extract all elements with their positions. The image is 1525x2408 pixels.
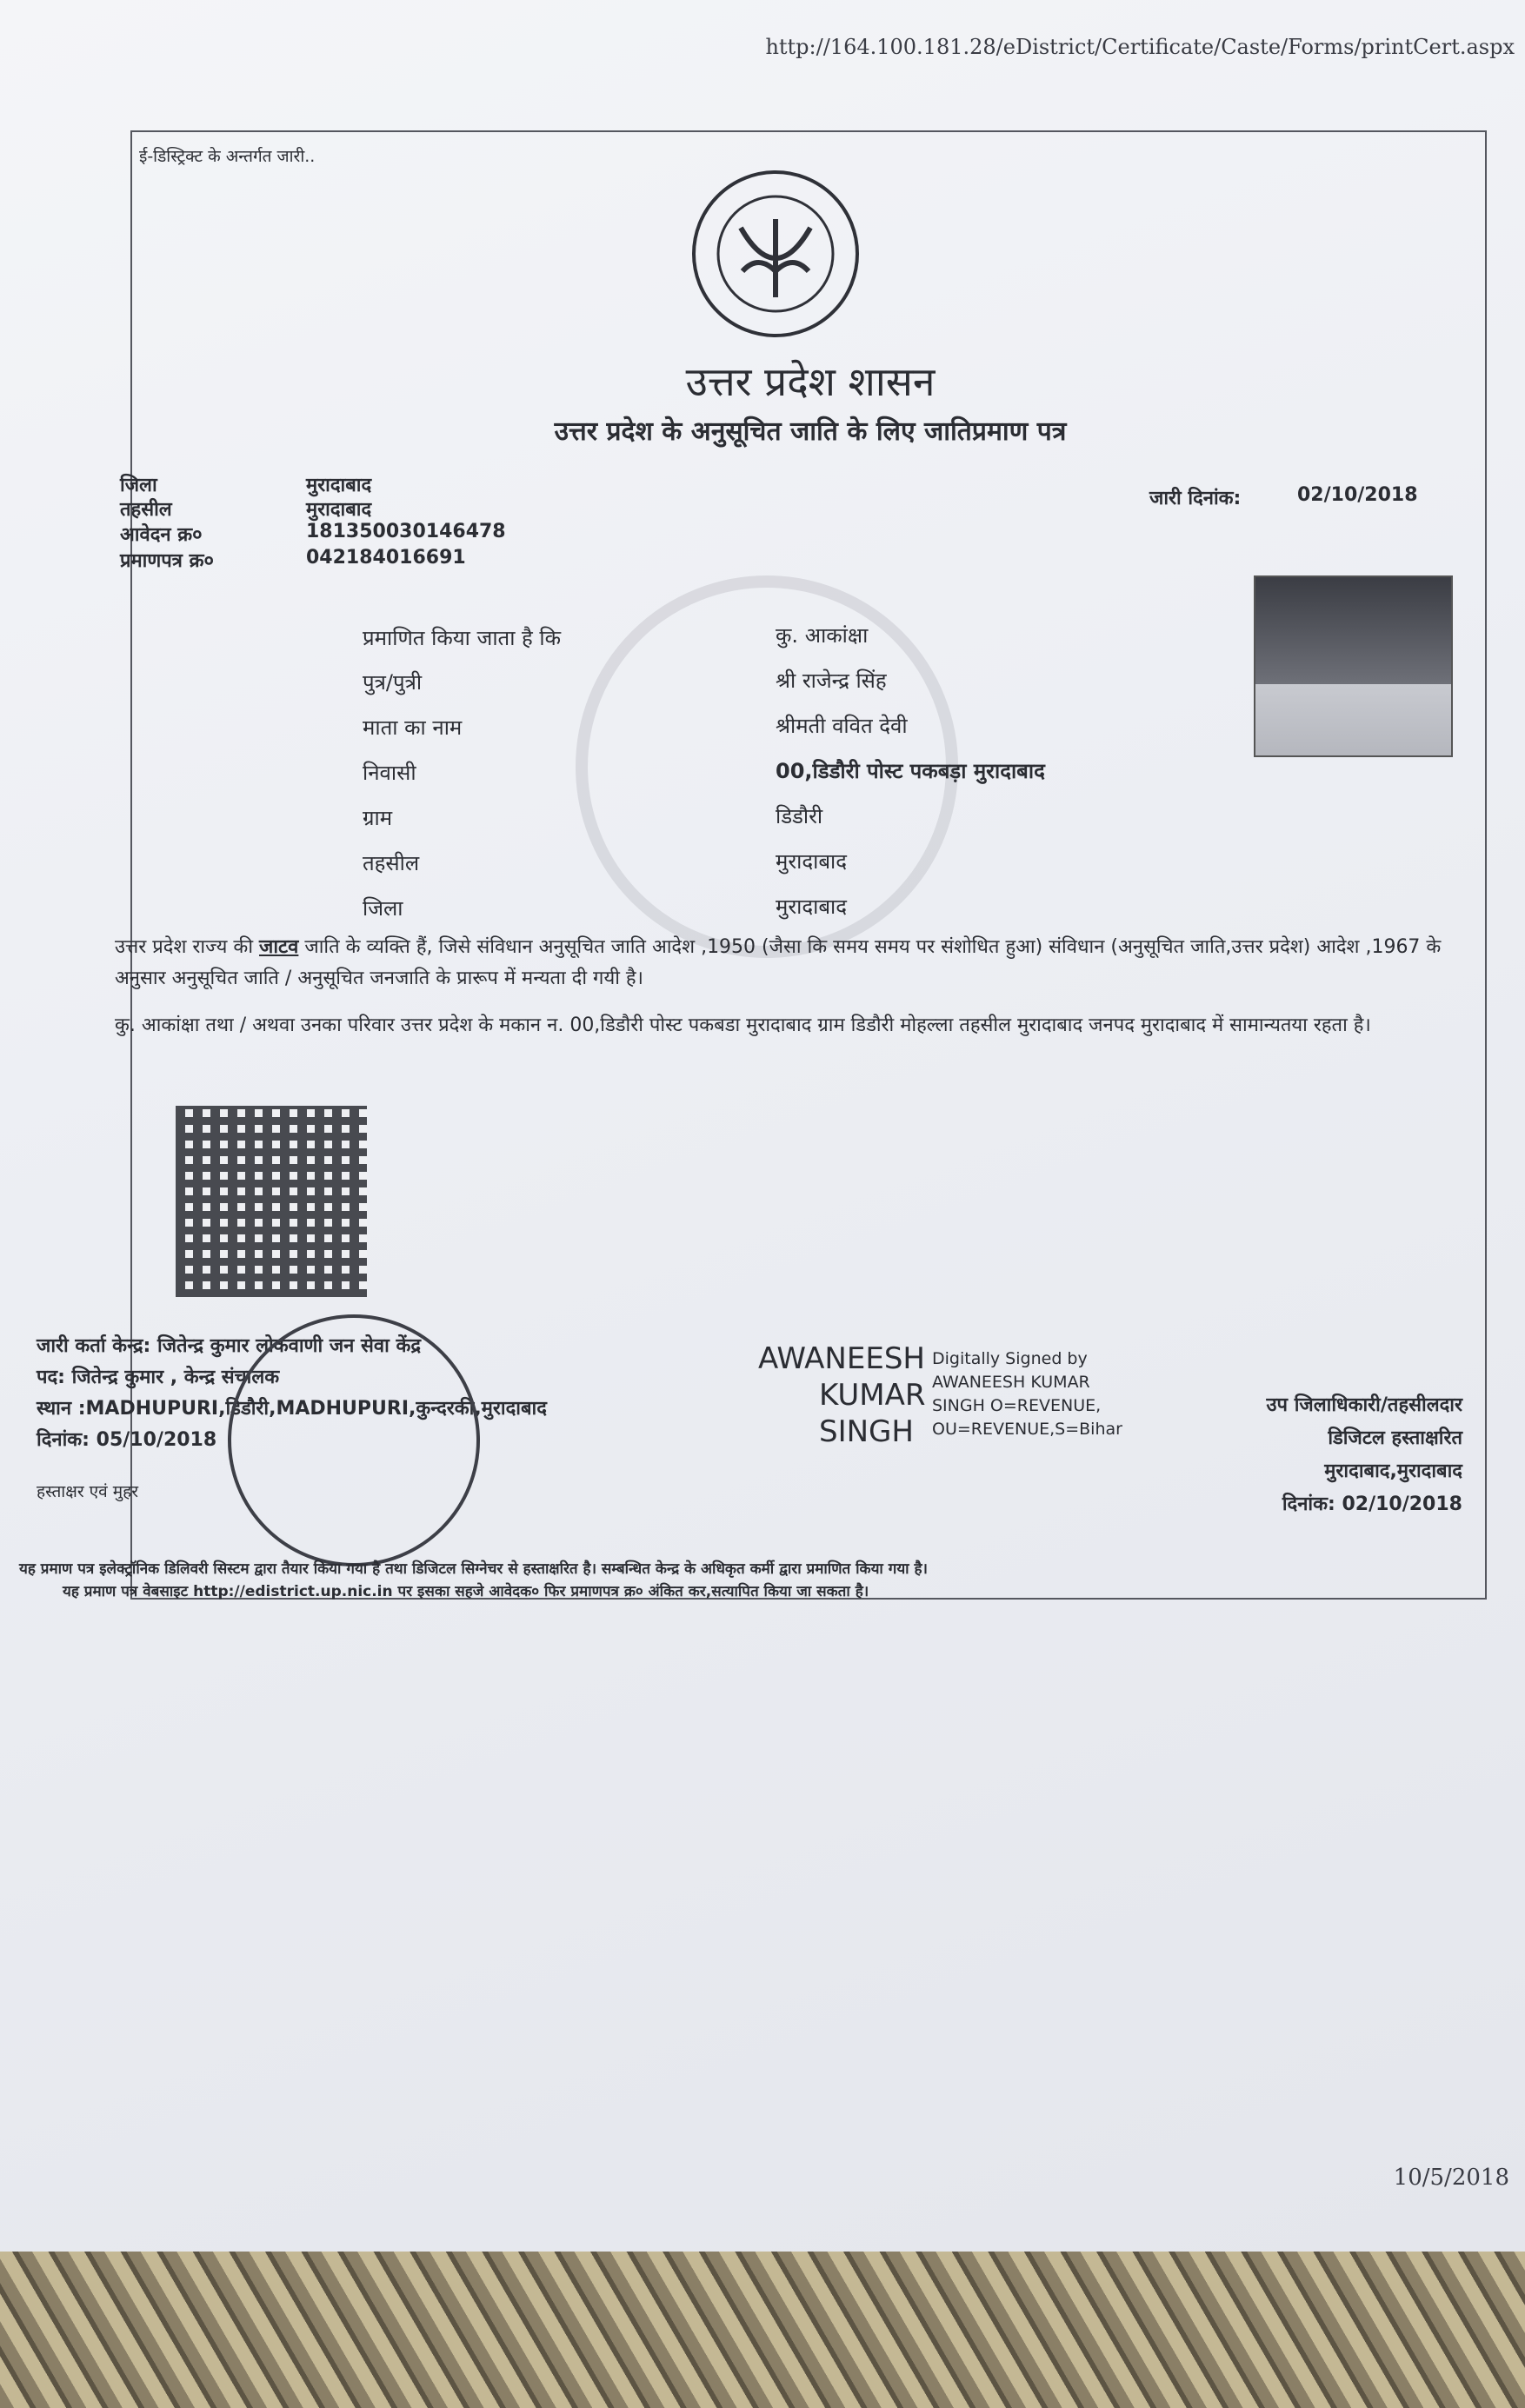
authority-block [1167,1389,1462,1521]
signer-name-line: SINGH [819,1414,914,1449]
authority-location: मुरादाबाद,मुरादाबाद [1324,1460,1462,1482]
authority-date: दिनांक: 02/10/2018 [1282,1493,1462,1515]
application-number: 181350030146478 [306,521,506,542]
issue-date-value: 02/10/2018 [1297,484,1418,506]
field-value: कु. आकांक्षा [776,623,869,648]
browser-url: http://164.100.181.28/eDistrict/Certificate/Caste/Forms/printCert.aspx [765,35,1515,59]
para-rest: जाति के व्यक्ति हैं, जिसे संविधान अनुसूचित जाति आदेश ,1950 (जैसा कि समय समय पर संशोधित हुआ) संविधान (अनुसूचित जाति,उत्तर प्रदेश) आदेश ,1967 के अनुसार अनुसूचित जाति / अनुसूचित जनजाति के प्रारूप में मन्यता दी गयी है। [115,936,1442,989]
district-value: मुरादाबाद [306,475,372,496]
footer-verification: यह प्रमाण पत्र वेबसाइट http://edistrict.up.nic.in पर इसका सहजे आवेदक० फिर प्रमाणपत्र क्र० अंकित कर,सत्यापित किया जा सकता है। [63,1583,869,1600]
page-subtitle: उत्तर प्रदेश के अनुसूचित जाति के लिए जातिप्रमाण पत्र [554,416,1067,447]
certificate-frame [19,130,1487,1600]
certificate-number: 042184016691 [306,547,466,569]
up-emblem-icon [689,167,862,341]
issuer-place: स्थान :MADHUPURI,डिडौरी,MADHUPURI,कुन्दरकी,मुरादाबाद [37,1398,547,1420]
signature-label: हस्ताक्षर एवं मुहर [37,1482,138,1501]
field-label: पुत्र/पुत्री [363,670,423,695]
certificate-label: प्रमाणपत्र क्र० [120,550,214,572]
caste-name: जाटव [259,936,299,958]
issuer-post: पद: जितेन्द्र कुमार , केन्द्र संचालक [37,1367,280,1388]
field-value: मुरादाबाद [776,849,848,874]
field-label: प्रमाणित किया जाता है कि [363,626,562,650]
field-value: श्रीमती ववित देवी [776,714,908,738]
tehsil-label: तहसील [120,499,172,521]
field-value: श्री राजेन्द्र सिंह [776,669,887,693]
field-label: ग्राम [363,806,393,830]
field-label: तहसील [363,851,420,875]
field-value: डिडौरी [776,804,823,828]
qr-code [176,1106,367,1297]
issue-date-label: जारी दिनांक: [1149,488,1242,509]
authority-title: उप जिलाधिकारी/तहसीलदार [1266,1394,1462,1416]
header-note: ई-डिस्ट्रिक्ट के अन्तर्गत जारी.. [139,147,316,166]
signature-detail: SINGH O=REVENUE, [932,1396,1102,1415]
signer-name-line: KUMAR [819,1378,926,1413]
applicant-photo [1254,575,1453,757]
footer-note: यह प्रमाण पत्र इलेक्ट्रॉनिक डिलिवरी सिस्टम द्वारा तैयार किया गया है तथा डिजिटल सिग्नेचर से हस्ताक्षरित है। सम्बन्धित केन्द्र के अधिकृत कर्मी द्वारा प्रमाणित किया गया है। [19,1560,928,1578]
residence-paragraph: कु. आकांक्षा तथा / अथवा उनका परिवार उत्तर प्रदेश के मकान न. 00,डिडौरी पोस्ट पकबडा मुरादाबाद ग्राम डिडौरी मोहल्ला तहसील मुरादाबाद जनपद मुरादाबाद में सामान्यतया रहता है। [115,1014,1371,1036]
field-label: निवासी [363,761,416,785]
signer-name-line: AWANEESH [758,1341,925,1376]
caste-paragraph [115,932,1471,994]
issuer-center: जारी कर्ता केन्द्र: जितेन्द्र कुमार लोकवाणी जन सेवा केंद्र [37,1335,422,1357]
wicker-surface [0,2252,1525,2408]
field-value: मुरादाबाद [776,895,848,919]
field-value: 00,डिडौरी पोस्ट पकबड़ा मुरादाबाद [776,759,1045,783]
office-stamp [228,1314,480,1567]
issuer-date: दिनांक: 05/10/2018 [37,1429,217,1451]
para-intro: उत्तर प्रदेश राज्य की [115,936,260,958]
signature-detail: Digitally Signed by [932,1349,1088,1368]
district-label: जिला [120,475,157,496]
signature-detail: OU=REVENUE,S=Bihar [932,1420,1122,1439]
authority-status: डिजिटल हस्ताक्षरित [1328,1427,1462,1449]
field-label: जिला [363,896,403,921]
field-label: माता का नाम [363,715,463,740]
digital-signature-details [932,1347,1122,1441]
print-date: 10/5/2018 [1393,2165,1509,2191]
application-label: आवेदन क्र० [120,524,203,546]
signature-detail: AWANEESH KUMAR [932,1373,1090,1392]
page-title: उत्तर प्रदेश शासन [685,358,936,405]
signer-name [758,1340,926,1450]
tehsil-value: मुरादाबाद [306,499,372,521]
